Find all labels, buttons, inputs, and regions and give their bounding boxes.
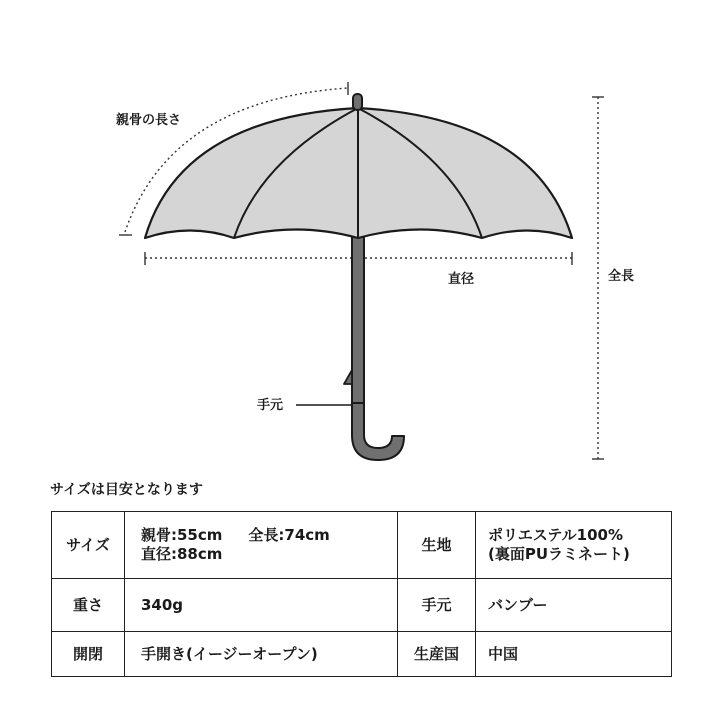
total-length-label: 全長 [608, 269, 635, 284]
size-header: サイズ [52, 512, 125, 579]
weight-header: 重さ [52, 579, 125, 632]
size-diameter-value: 直径:88cm [141, 545, 223, 563]
table-row [52, 632, 672, 677]
size-disclaimer-note: サイズは目安となります [50, 482, 203, 498]
material-line1: ポリエステル100% [488, 526, 623, 545]
origin-value: 中国 [476, 632, 672, 677]
rib-length-label: 親骨の長さ [116, 113, 182, 128]
opening-value: 手開き(イージーオープン) [125, 632, 398, 677]
material-line2: (裏面PUラミネート) [488, 545, 630, 563]
size-rib-value: 親骨:55cm [141, 526, 223, 545]
umbrella-handle [352, 403, 404, 460]
opening-header: 開閉 [52, 632, 125, 677]
size-value [125, 512, 398, 579]
umbrella-tip [353, 94, 362, 110]
weight-value: 340g [125, 579, 398, 632]
table-row [52, 579, 672, 632]
spec-table [51, 511, 672, 677]
size-total-value: 全長:74cm [248, 526, 330, 545]
table-row [52, 512, 672, 579]
material-header: 生地 [398, 512, 476, 579]
handle-header: 手元 [398, 579, 476, 632]
material-value [476, 512, 672, 579]
umbrella-button [344, 370, 352, 384]
origin-header: 生産国 [398, 632, 476, 677]
diameter-label: 直径 [448, 272, 475, 287]
umbrella-shaft [352, 236, 364, 406]
handle-label: 手元 [257, 398, 284, 413]
handle-value: バンブー [476, 579, 672, 632]
